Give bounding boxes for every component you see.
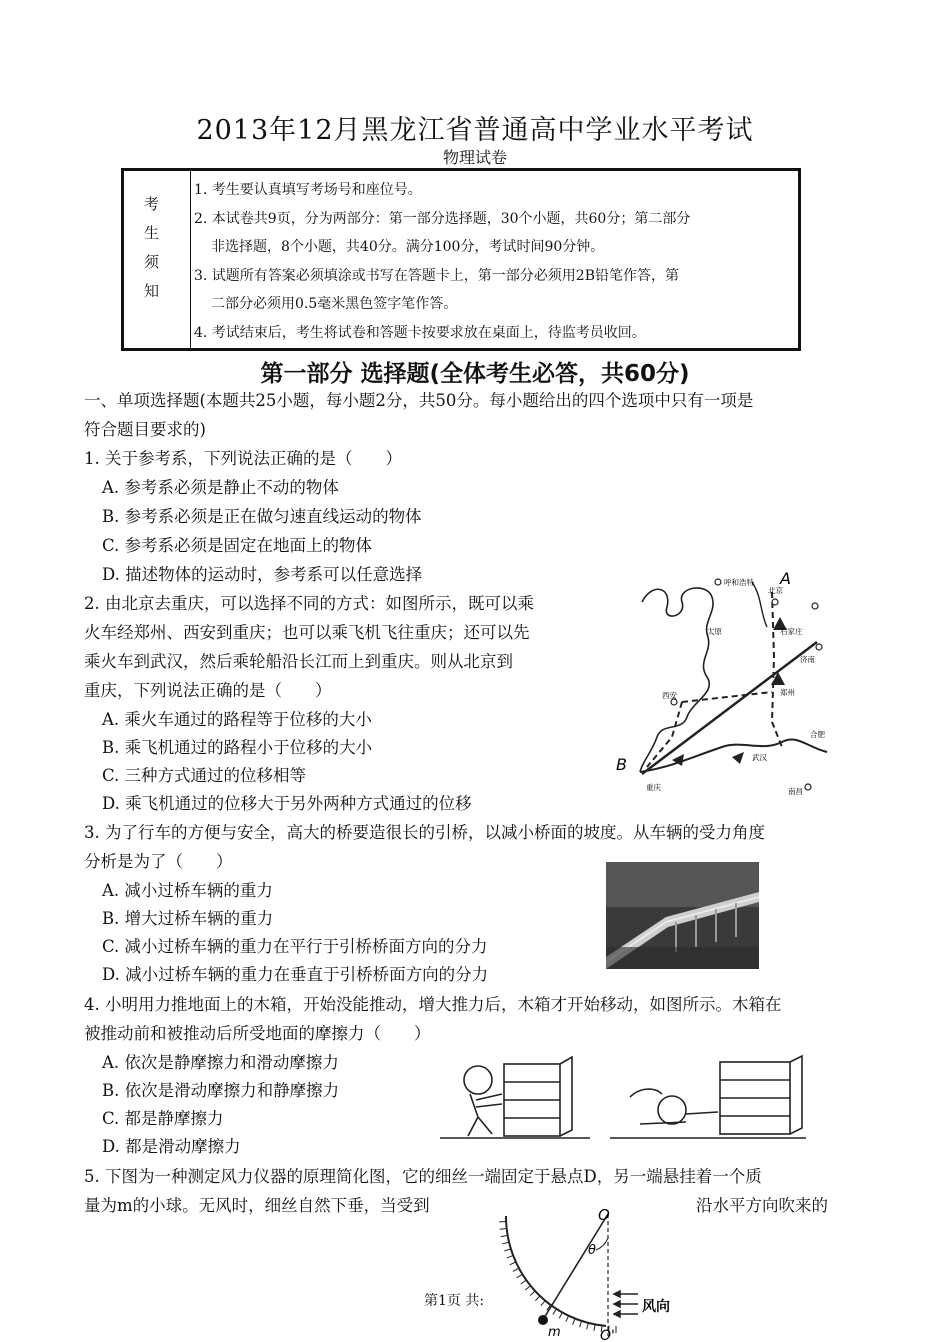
arc-tick <box>559 1312 562 1318</box>
wind-gauge-figure <box>496 1208 696 1342</box>
arc-tick <box>525 1285 530 1289</box>
notice-heading-char: 生 <box>144 224 160 242</box>
notice-box <box>121 168 801 351</box>
map-city-label: 重庆 <box>646 783 661 792</box>
wind-arrow-icon <box>614 1291 620 1297</box>
flight-route-line <box>642 642 817 774</box>
question-2-option-c: C. 三种方式通过的位移相等 <box>102 766 307 785</box>
mass-label: m <box>548 1325 561 1340</box>
beijing-chongqing-map-figure <box>612 562 852 802</box>
question-1-option-c: C. 参考系必须是固定在地面上的物体 <box>102 536 373 555</box>
question-1-stem: 1. 关于参考系，下列说法正确的是（ ） <box>84 449 402 468</box>
pivot-label: O <box>598 1208 610 1224</box>
arc-tick <box>504 1249 511 1251</box>
map-city-label: 呼和浩特 <box>724 578 754 587</box>
question-2-option-a: A. 乘火车通过的路程等于位移的大小 <box>102 710 372 729</box>
question-1-option-a: A. 参考系必须是静止不动的物体 <box>102 478 339 497</box>
notice-item: 非选择题，8个小题，共40分。满分100分，考试时间90分钟。 <box>211 239 605 255</box>
city-marker-icon <box>816 644 822 650</box>
arc-tick <box>501 1235 508 1236</box>
question-4-stem: 4. 小明用力推地面上的木箱，开始没能推动，增大推力后，木箱才开始移动，如图所示。木箱在 <box>84 995 782 1014</box>
wind-arrow-icon <box>614 1311 620 1317</box>
map-city-label: 郑州 <box>780 688 795 697</box>
question-3-option-c: C. 减小过桥车辆的重力在平行于引桥桥面方向的分力 <box>102 937 488 956</box>
arc-tick <box>541 1300 545 1305</box>
ball-icon <box>538 1315 548 1325</box>
map-city-label: 太原 <box>707 627 722 636</box>
arc-tick <box>502 1242 509 1244</box>
arc-tick <box>521 1280 527 1284</box>
map-city-label: 北京 <box>768 586 783 595</box>
arc-tick <box>510 1262 516 1265</box>
map-city-label: 武汉 <box>752 753 767 762</box>
question-1-option-d: D. 描述物体的运动时，参考系可以任意选择 <box>102 565 423 584</box>
arc-tick <box>553 1309 557 1315</box>
question-2-option-d: D. 乘飞机通过的位移大于另外两种方式通过的位移 <box>102 794 472 813</box>
question-4-option-a: A. 依次是静摩擦力和滑动摩擦力 <box>102 1053 339 1072</box>
question-3-option-d: D. 减小过桥车辆的重力在垂直于引桥桥面方向的分力 <box>102 965 489 984</box>
wind-arrow-icon <box>614 1301 620 1307</box>
arc-tick <box>535 1296 540 1301</box>
arc-tick <box>530 1291 535 1296</box>
section-intro: 一、单项选择题(本题共25小题，每小题2分，共50分。每小题给出的四个选项中只有一项是 <box>84 391 754 410</box>
question-4-option-b: B. 依次是滑动摩擦力和静摩擦力 <box>102 1081 340 1100</box>
question-2-stem: 火车经郑州、西安到重庆；也可以乘飞机飞往重庆；还可以先 <box>84 623 530 642</box>
question-3-stem: 3. 为了行车的方便与安全，高大的桥要造很长的引桥，以减小桥面的坡度。从车辆的受力角度 <box>84 823 765 842</box>
arc-tick <box>500 1228 507 1229</box>
notice-item: 3. 试题所有答案必须填涂或书写在答题卡上，第一部分必须用2B铅笔作答，第 <box>194 268 680 284</box>
question-1-option-b: B. 参考系必须是正在做匀速直线运动的物体 <box>102 507 422 526</box>
map-label-b: B <box>616 755 627 774</box>
question-4-option-c: C. 都是静摩擦力 <box>102 1109 224 1128</box>
arrow-icon <box>732 752 744 764</box>
part1-title: 第一部分 选择题(全体考生必答，共60分) <box>260 361 690 387</box>
question-2-option-b: B. 乘飞机通过的路程小于位移的大小 <box>102 738 373 757</box>
question-3-option-b: B. 增大过桥车辆的重力 <box>102 909 274 928</box>
map-label-a: A <box>780 569 791 588</box>
notice-item: 二部分必须用0.5毫米黑色签字笔作答。 <box>211 296 458 312</box>
question-5-stem: 沿水平方向吹来的 <box>696 1196 828 1215</box>
city-marker-icon <box>805 784 811 790</box>
question-5-stem: 量为m的小球。无风时，细丝自然下垂，当受到 <box>84 1196 430 1215</box>
arc-tick <box>517 1274 523 1278</box>
push-box-figure <box>440 1052 806 1142</box>
notice-heading-char: 考 <box>144 195 160 213</box>
notice-heading <box>124 171 191 348</box>
question-4-option-d: D. 都是滑动摩擦力 <box>102 1137 241 1156</box>
page-footer: 第1页 共: <box>424 1293 485 1309</box>
map-city-label: 合肥 <box>810 730 825 739</box>
map-city-label: 济南 <box>800 655 815 664</box>
map-city-label: 石家庄 <box>780 627 803 636</box>
question-2-stem: 乘火车到武汉，然后乘轮船沿长江而上到重庆。则从北京到 <box>84 652 513 671</box>
map-city-label: 南昌 <box>788 787 803 796</box>
city-marker-icon <box>812 603 818 609</box>
section-intro: 符合题目要求的) <box>84 420 206 439</box>
notice-item: 4. 考试结束后，考生将试卷和答题卡按要求放在桌面上，待监考员收回。 <box>194 325 646 341</box>
angle-label: θ <box>588 1243 596 1258</box>
exam-title: 2013年12月黑龙江省普通高中学业水平考试 <box>196 115 754 146</box>
question-2-stem: 2. 由北京去重庆，可以选择不同的方式：如图所示，既可以乘 <box>84 594 534 613</box>
notice-heading-char: 知 <box>144 282 160 300</box>
exam-subtitle: 物理试卷 <box>442 148 507 167</box>
arc-tick <box>566 1315 569 1321</box>
person-head-icon <box>658 1096 686 1124</box>
arc-tick <box>513 1268 519 1271</box>
question-4-stem: 被推动前和被推动后所受地面的摩擦力（ ） <box>84 1024 431 1043</box>
city-marker-icon <box>772 599 778 605</box>
notice-heading-char: 须 <box>144 253 160 271</box>
question-2-stem: 重庆，下列说法正确的是（ ） <box>84 681 332 700</box>
person-head-icon <box>464 1066 492 1094</box>
bottom-point-label: O' <box>600 1328 615 1342</box>
arc-tick <box>507 1255 514 1258</box>
question-5-stem: 5. 下图为一种测定风力仪器的原理简化图，它的细丝一端固定于悬点D，另一端悬挂着一个质 <box>84 1167 762 1186</box>
question-3-option-a: A. 减小过桥车辆的重力 <box>102 881 273 900</box>
notice-item: 1. 考生要认真填写考场号和座位号。 <box>194 182 422 198</box>
question-3-stem: 分析是为了（ ） <box>84 852 233 871</box>
city-marker-icon <box>715 579 721 585</box>
bridge-photo <box>606 862 759 969</box>
wind-direction-label: 风向 <box>642 1299 670 1315</box>
map-city-label: 西安 <box>662 691 677 700</box>
notice-item: 2. 本试卷共9页，分为两部分：第一部分选择题，30个小题，共60分；第二部分 <box>194 211 691 227</box>
